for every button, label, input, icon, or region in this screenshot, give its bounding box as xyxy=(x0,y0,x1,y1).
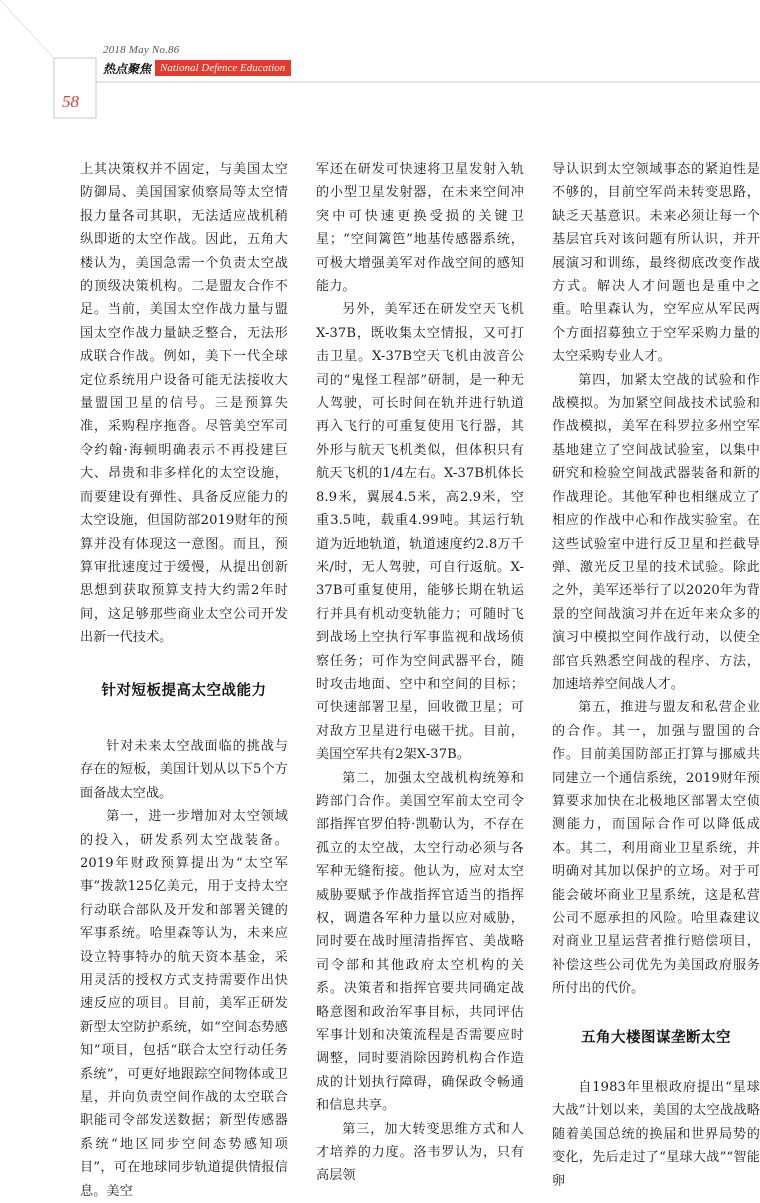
section-header xyxy=(103,60,291,76)
section-title-zh: 热点聚焦 xyxy=(103,61,152,76)
paragraph: 另外，美军还在研发空天飞机X-37B，既收集太空情报，又可打击卫星。X-37B空天飞机由波音公司的“鬼怪工程部”研制，是一种无人驾驶，可长时间在轨并进行轨道再入飞行的可重复使用飞行器，其外形与航天飞机类似，但体积只有航天飞机的1/4左右。X-37B机体长8.9米，翼展4.5米，高2.9米，空重3.5吨，载重4.99吨。其运行轨道为近地轨道，轨道速度约2.8万千米/时，无人驾驶，可自行返航。X-37B可重复使用，能够长期在轨运行并具有机动变轨能力；可随时飞到战场上空执行军事监视和战场侦察任务；可作为空间武器平台，随时攻击地面、空中和空间的目标；可快速部署卫星，回收微卫星；可对敌方卫星进行电磁干扰。目前，美国空军共有2架X-37B。 xyxy=(316,302,524,763)
section-title-en: National Defence Education xyxy=(155,60,291,76)
paragraph: 军还在研发可快速将卫星发射入轨的小型卫星发射器，在未来空间冲突中可快速更换受损的关键卫星；“空间篱笆”地基传感器系统，可极大增强美军对作战空间的感知能力。 xyxy=(316,162,524,295)
column-3 xyxy=(552,158,760,1193)
paragraph: 第四，加紧太空战的试验和作战模拟。为加紧空间战技术试验和作战模拟，美军在科罗拉多州空军基地建立了空间战试验室，以集中研究和检验空间战武器装备和新的作战理论。其他军种也相继成立了相应的作战中心和作战实验室。在这些试验室中进行反卫星和拦截导弹、激光反卫星的技术试验。除此之外，美军还举行了以2020年为背景的空间战演习并在近年来众多的演习中模拟空间作战行动，以使全部官兵熟悉空间战的程序、方法，加速培养空间战人才。 xyxy=(552,372,760,692)
paragraph: 第五，推进与盟友和私营企业的合作。其一，加强与盟国的合作。目前美国防部正打算与挪威共同建立一个通信系统，2019财年预算要求加快在北极地区部署太空侦测能力，而国际合作可以降低成本。其二，利用商业卫星系统，并明确对其加以保护的立场。对于可能会破坏商业卫星系统，这是私营公司不愿承担的风险。哈里森建议对商业卫星运营者推行赔偿项目，补偿这些公司优先为美国政府服务所付出的代价。 xyxy=(552,700,760,997)
paragraph: 针对未来太空战面临的挑战与存在的短板，美国计划从以下5个方面备战太空战。 xyxy=(80,738,288,801)
page-number: 58 xyxy=(62,92,79,111)
issue-label: 2018 May No.86 xyxy=(103,44,180,56)
paragraph: 上其决策权并不固定，与美国太空防御局、美国国家侦察局等太空情报力量各司其职，无法适应战机稍纵即逝的太空作战。因此，五角大楼认为，美国急需一个负责太空战的顶级决策机构。二是盟友合作不足。当前，美国太空作战力量与盟国太空作战力量缺乏整合，无法形成联合作战。例如，美下一代全球定位系统用户设备可能无法接收大量盟国卫星的信号。三是预算失准，采购程序拖沓。尽管美空军司令约翰·海顿明确表示不再投建巨大、昂贵和非多样化的太空设施，而要建设有弹性、具备反应能力的太空设施，但国防部2019财年的预算并没有体现这一意图。而且，预算审批速度过于缓慢，从提出创新思想到获取预算支持大约需2年时间，这足够那些商业太空公司开发出新一代技术。 xyxy=(80,162,288,646)
paragraph: 第二，加强太空战机构统筹和跨部门合作。美国空军前太空司令部指挥官罗伯特·凯勒认为，不存在孤立的太空战，太空行动必须与各军种无缝衔接。他认为，应对太空威胁要赋予作战指挥官适当的指挥权，调遣各军种力量以应对威胁，同时要在战时厘清指挥官、美战略司令部和其他政府太空机构的关系。决策者和指挥官要共同确定战略意图和政治军事目标，共同评估军事计划和决策流程是否需要应时调整，同时要消除因跨机构合作造成的计划执行障碍，确保政令畅通和信息共享。 xyxy=(316,770,524,1114)
column-1 xyxy=(80,158,288,1203)
column-2 xyxy=(316,158,524,1188)
section-heading: 针对短板提高太空战能力 xyxy=(101,682,267,699)
section-heading: 五角大楼图谋垄断太空 xyxy=(581,1029,731,1046)
paragraph: 第三，加大转变思维方式和人才培养的力度。洛韦罗认为，只有高层领 xyxy=(316,1121,524,1184)
paragraph: 第一，进一步增加对太空领域的投入，研发系列太空战装备。2019年财政预算提出为“太空军事”拨款125亿美元，用于支持太空行动联合部队及开发和部署关键的军事系统。哈里森等认为，未来应设立特事特办的航天资本基金，采用灵活的授权方式支持需要作出快速反应的项目。目前，美军正研发新型太空防护系统，如“空间态势感知”项目，包括“联合太空行动任务系统”，可更好地跟踪空间物体或卫星，并向负责空间作战的太空联合职能司令部发送数据；新型传感器系统“地区同步空间态势感知项目”，可在地球同步轨道提供情报信息。美空 xyxy=(80,809,288,1199)
paragraph: 自1983年里根政府提出“星球大战”计划以来，美国的太空战战略随着美国总统的换届和世界局势的变化，先后走过了“星球大战”“智能卵 xyxy=(552,1080,760,1189)
paragraph: 导认识到太空领域事态的紧迫性是不够的，目前空军尚未转变思路，缺乏天基意识。未来必须让每一个基层官兵对该问题有所认识，并开展演习和训练，最终彻底改变作战方式。解决人才问题也是重中之重。哈里森认为，空军应从军民两个方面招募独立于空军采购力量的太空采购专业人才。 xyxy=(552,162,760,365)
